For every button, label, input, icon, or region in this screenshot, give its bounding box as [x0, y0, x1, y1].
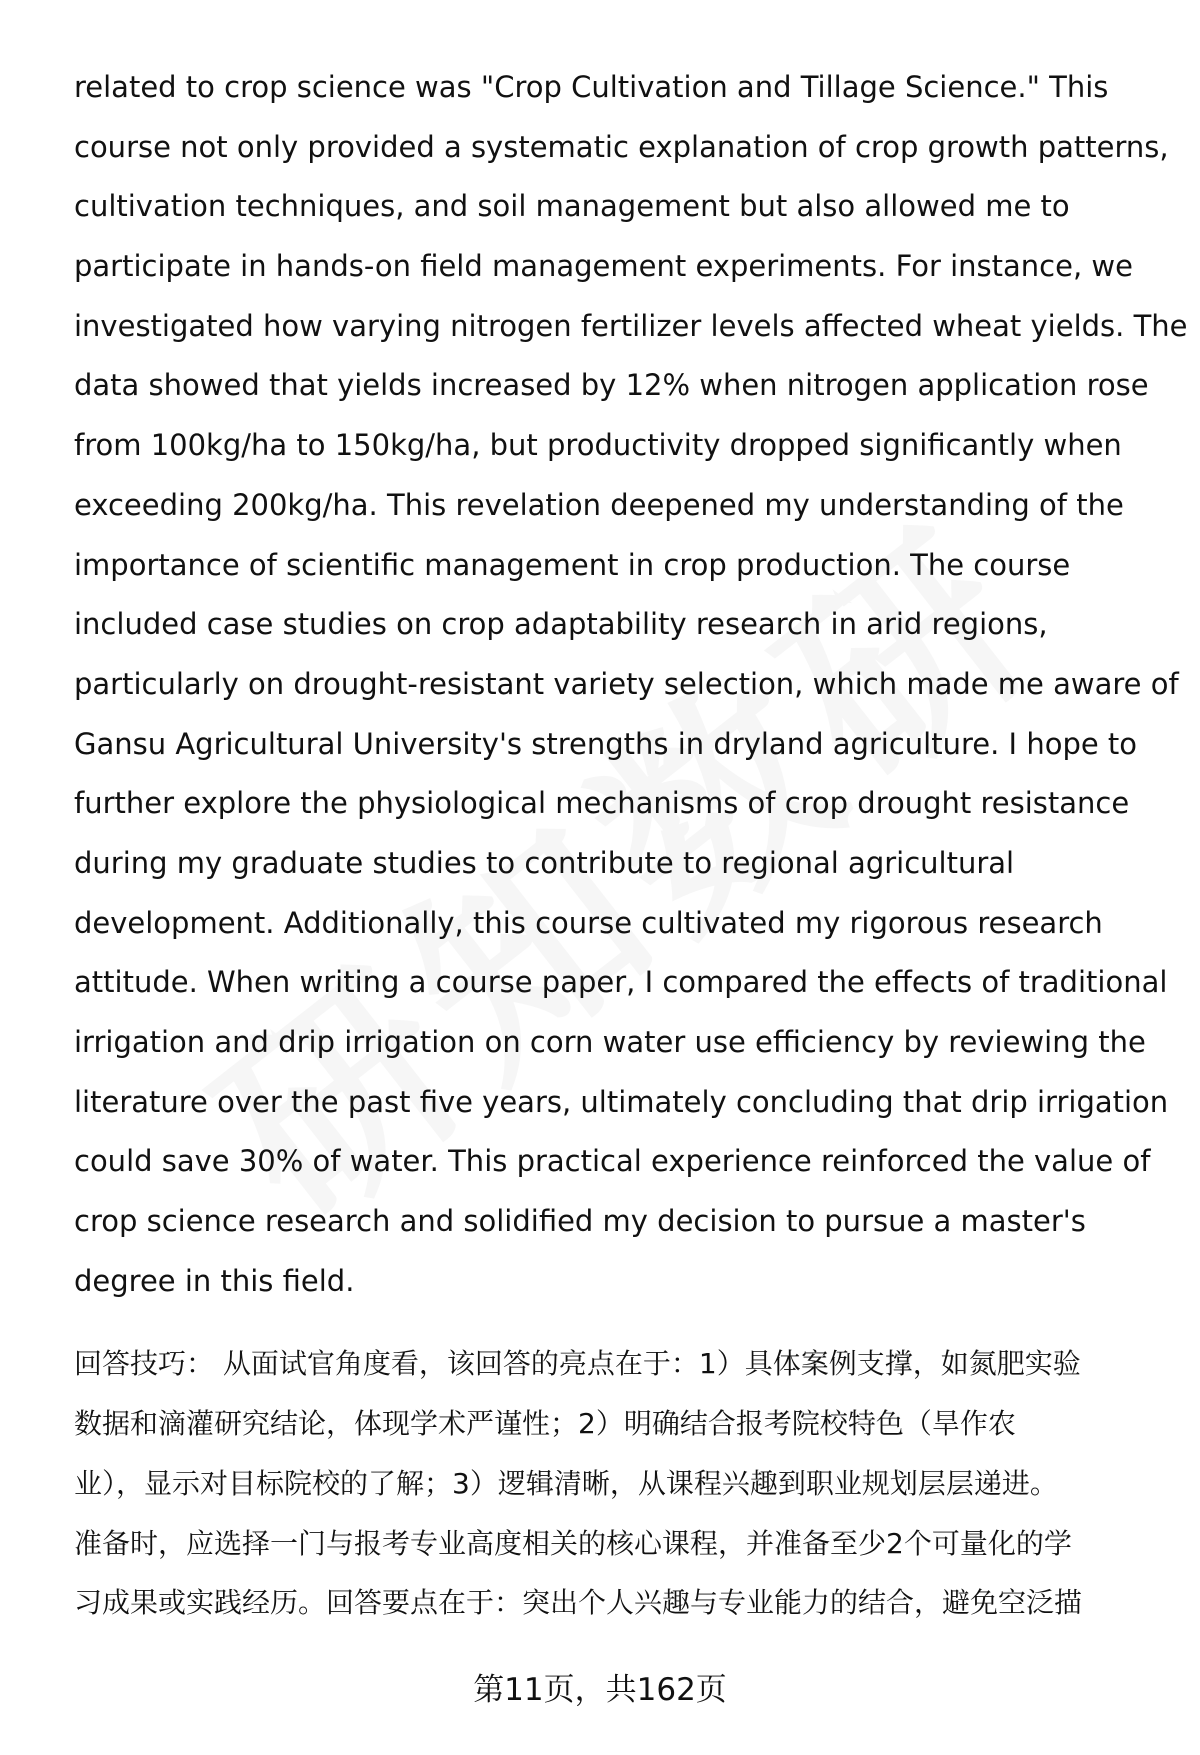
answer-line: exceeding 200kg/ha. This revelation deepened my understanding of the — [74, 487, 1124, 522]
answer-line: irrigation and drip irrigation on corn water use efficiency by reviewing the — [74, 1025, 1146, 1059]
answer-line: development. Additionally, this course cultivated my rigorous research — [74, 905, 1103, 940]
answer-line: cultivation techniques, and soil management but also allowed me to — [74, 189, 1070, 224]
answer-line: crop science research and solidified my decision to pursue a master's — [74, 1204, 1086, 1239]
answer-paragraph — [74, 58, 1188, 1311]
answer-line: importance of scientific management in crop production. The course — [74, 547, 1071, 582]
page-number: 第11页，共162页 — [473, 1672, 727, 1708]
tip-line: 准备时，应选择一门与报考专业高度相关的核心课程，并准备至少2个可量化的学 — [74, 1526, 1072, 1560]
answer-line: participate in hands-on field management experiments. For instance, we — [74, 249, 1133, 284]
tip-line: 回答技巧： 从面试官角度看，该回答的亮点在于：1）具体案例支撑，如氮肥实验 — [74, 1347, 1081, 1381]
answer-line: particularly on drought-resistant variety selection, which made me aware of — [74, 666, 1179, 701]
tip-line: 数据和滴灌研究结论，体现学术严谨性；2）明确结合报考院校特色（旱作农 — [74, 1407, 1016, 1441]
answer-line: attitude. When writing a course paper, I compared the effects of traditional — [74, 965, 1168, 1000]
answer-line: related to crop science was "Crop Cultivation and Tillage Science." This — [74, 70, 1109, 104]
answer-line: course not only provided a systematic explanation of crop growth patterns, — [74, 129, 1169, 164]
answer-line: during my graduate studies to contribute to regional agricultural — [74, 845, 1015, 880]
answer-line: degree in this field. — [74, 1263, 355, 1298]
answer-line: from 100kg/ha to 150kg/ha, but productivity dropped significantly when — [74, 428, 1122, 463]
answer-line: literature over the past five years, ultimately concluding that drip irrigation — [74, 1084, 1169, 1119]
answer-line: included case studies on crop adaptability research in arid regions, — [74, 607, 1048, 642]
document-content — [74, 58, 1188, 1633]
answer-line: data showed that yields increased by 12% when nitrogen application rose — [74, 368, 1149, 403]
answer-line: investigated how varying nitrogen fertilizer levels affected wheat yields. The — [74, 308, 1188, 343]
tip-line: 业），显示对目标院校的了解；3）逻辑清晰，从课程兴趣到职业规划层层递进。 — [74, 1466, 1058, 1500]
answer-line: could save 30% of water. This practical experience reinforced the value of — [74, 1144, 1151, 1179]
answer-line: Gansu Agricultural University's strengths in dryland agriculture. I hope to — [74, 726, 1138, 761]
answer-tips — [74, 1334, 1154, 1632]
tip-line: 习成果或实践经历。回答要点在于：突出个人兴趣与专业能力的结合，避免空泛描 — [74, 1586, 1083, 1620]
answer-line: further explore the physiological mechanisms of crop drought resistance — [74, 786, 1130, 821]
